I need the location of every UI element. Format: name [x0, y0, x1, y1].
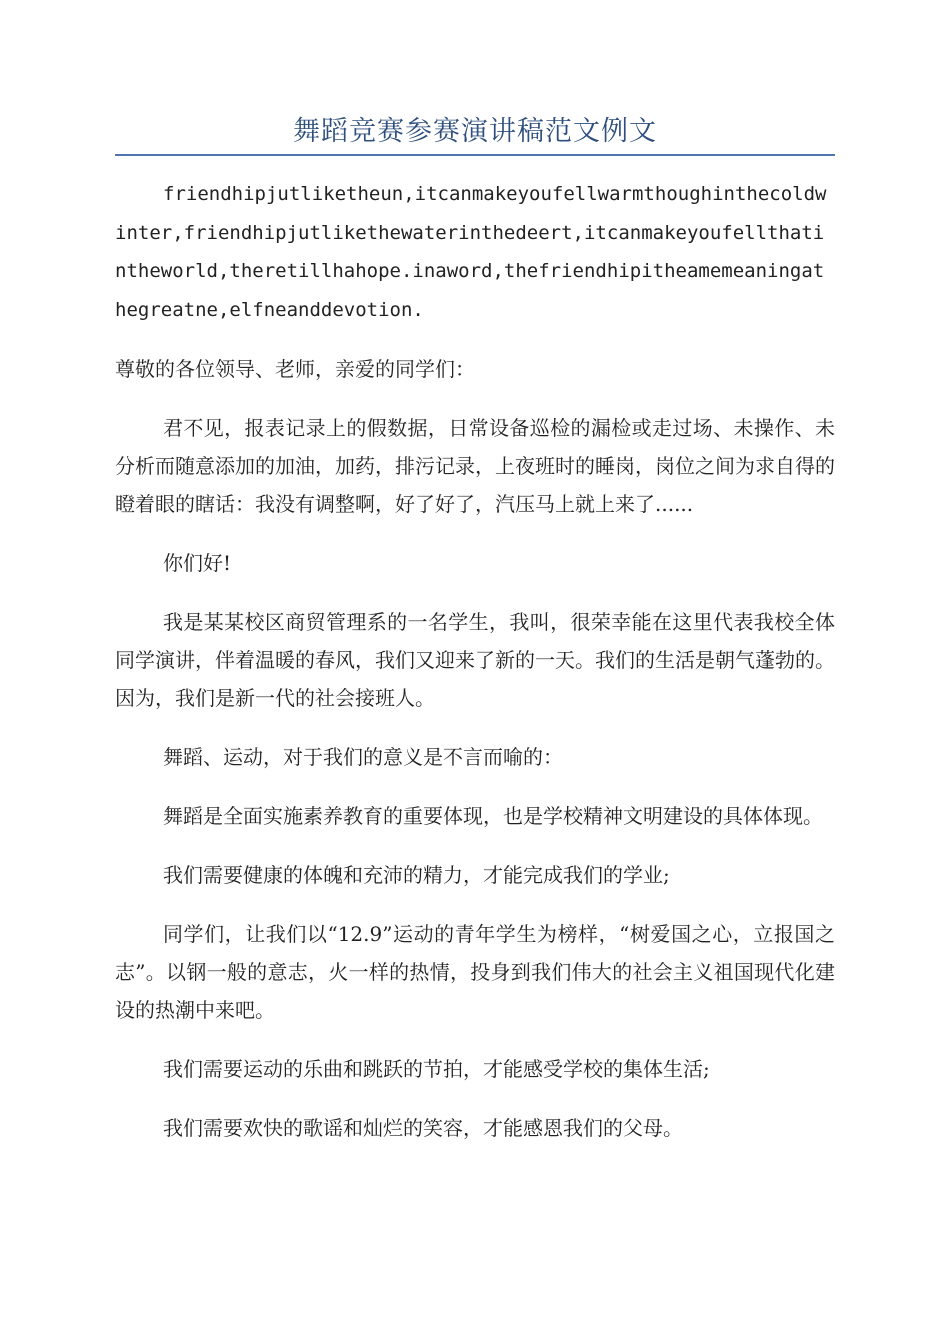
- paragraph: 舞蹈、运动，对于我们的意义是不言而喻的：: [163, 745, 563, 769]
- document-body: [115, 175, 835, 1168]
- paragraph: 我们需要欢快的歌谣和灿烂的笑容，才能感恩我们的父母。: [163, 1116, 683, 1140]
- paragraph: 舞蹈是全面实施素养教育的重要体现，也是学校精神文明建设的具体体现。: [163, 804, 823, 828]
- paragraph: 君不见，报表记录上的假数据，日常设备巡检的漏检或走过场、未操作、未分析而随意添加的加油，加药，排污记录，上夜班时的睡岗，岗位之间为求自得的瞪着眼的瞎话：我没有调整啊，好了好了，汽压马上就上来了......: [115, 416, 835, 516]
- paragraph-salutation: 尊敬的各位领导、老师，亲爱的同学们：: [115, 357, 475, 381]
- title-underline: [115, 154, 835, 156]
- document-title: 舞蹈竞赛参赛演讲稿范文例文: [293, 116, 657, 147]
- paragraph-english: friendhipjutliketheun,itcanmakeyoufellwarmthoughinthecoldwinter,friendhipjutlikethewaterinthedeert,itcanmakeyoufellthatintheworld,theretillhahope.inaword,thefriendhipitheamemeaningathegreatne,elfneanddevotion.: [115, 183, 827, 321]
- paragraph: 我们需要健康的体魄和充沛的精力，才能完成我们的学业;: [163, 863, 670, 887]
- paragraph-greeting: 你们好!: [163, 551, 232, 575]
- paragraph: 我是某某校区商贸管理系的一名学生，我叫，很荣幸能在这里代表我校全体同学演讲，伴着温暖的春风，我们又迎来了新的一天。我们的生活是朝气蓬勃的。因为，我们是新一代的社会接班人。: [115, 610, 835, 710]
- paragraph: 同学们，让我们以“12.9”运动的青年学生为榜样，“树爱国之心，立报国之志”。以钢一般的意志，火一样的热情，投身到我们伟大的社会主义祖国现代化建设的热潮中来吧。: [115, 922, 835, 1022]
- paragraph: 我们需要运动的乐曲和跳跃的节拍，才能感受学校的集体生活;: [163, 1057, 710, 1081]
